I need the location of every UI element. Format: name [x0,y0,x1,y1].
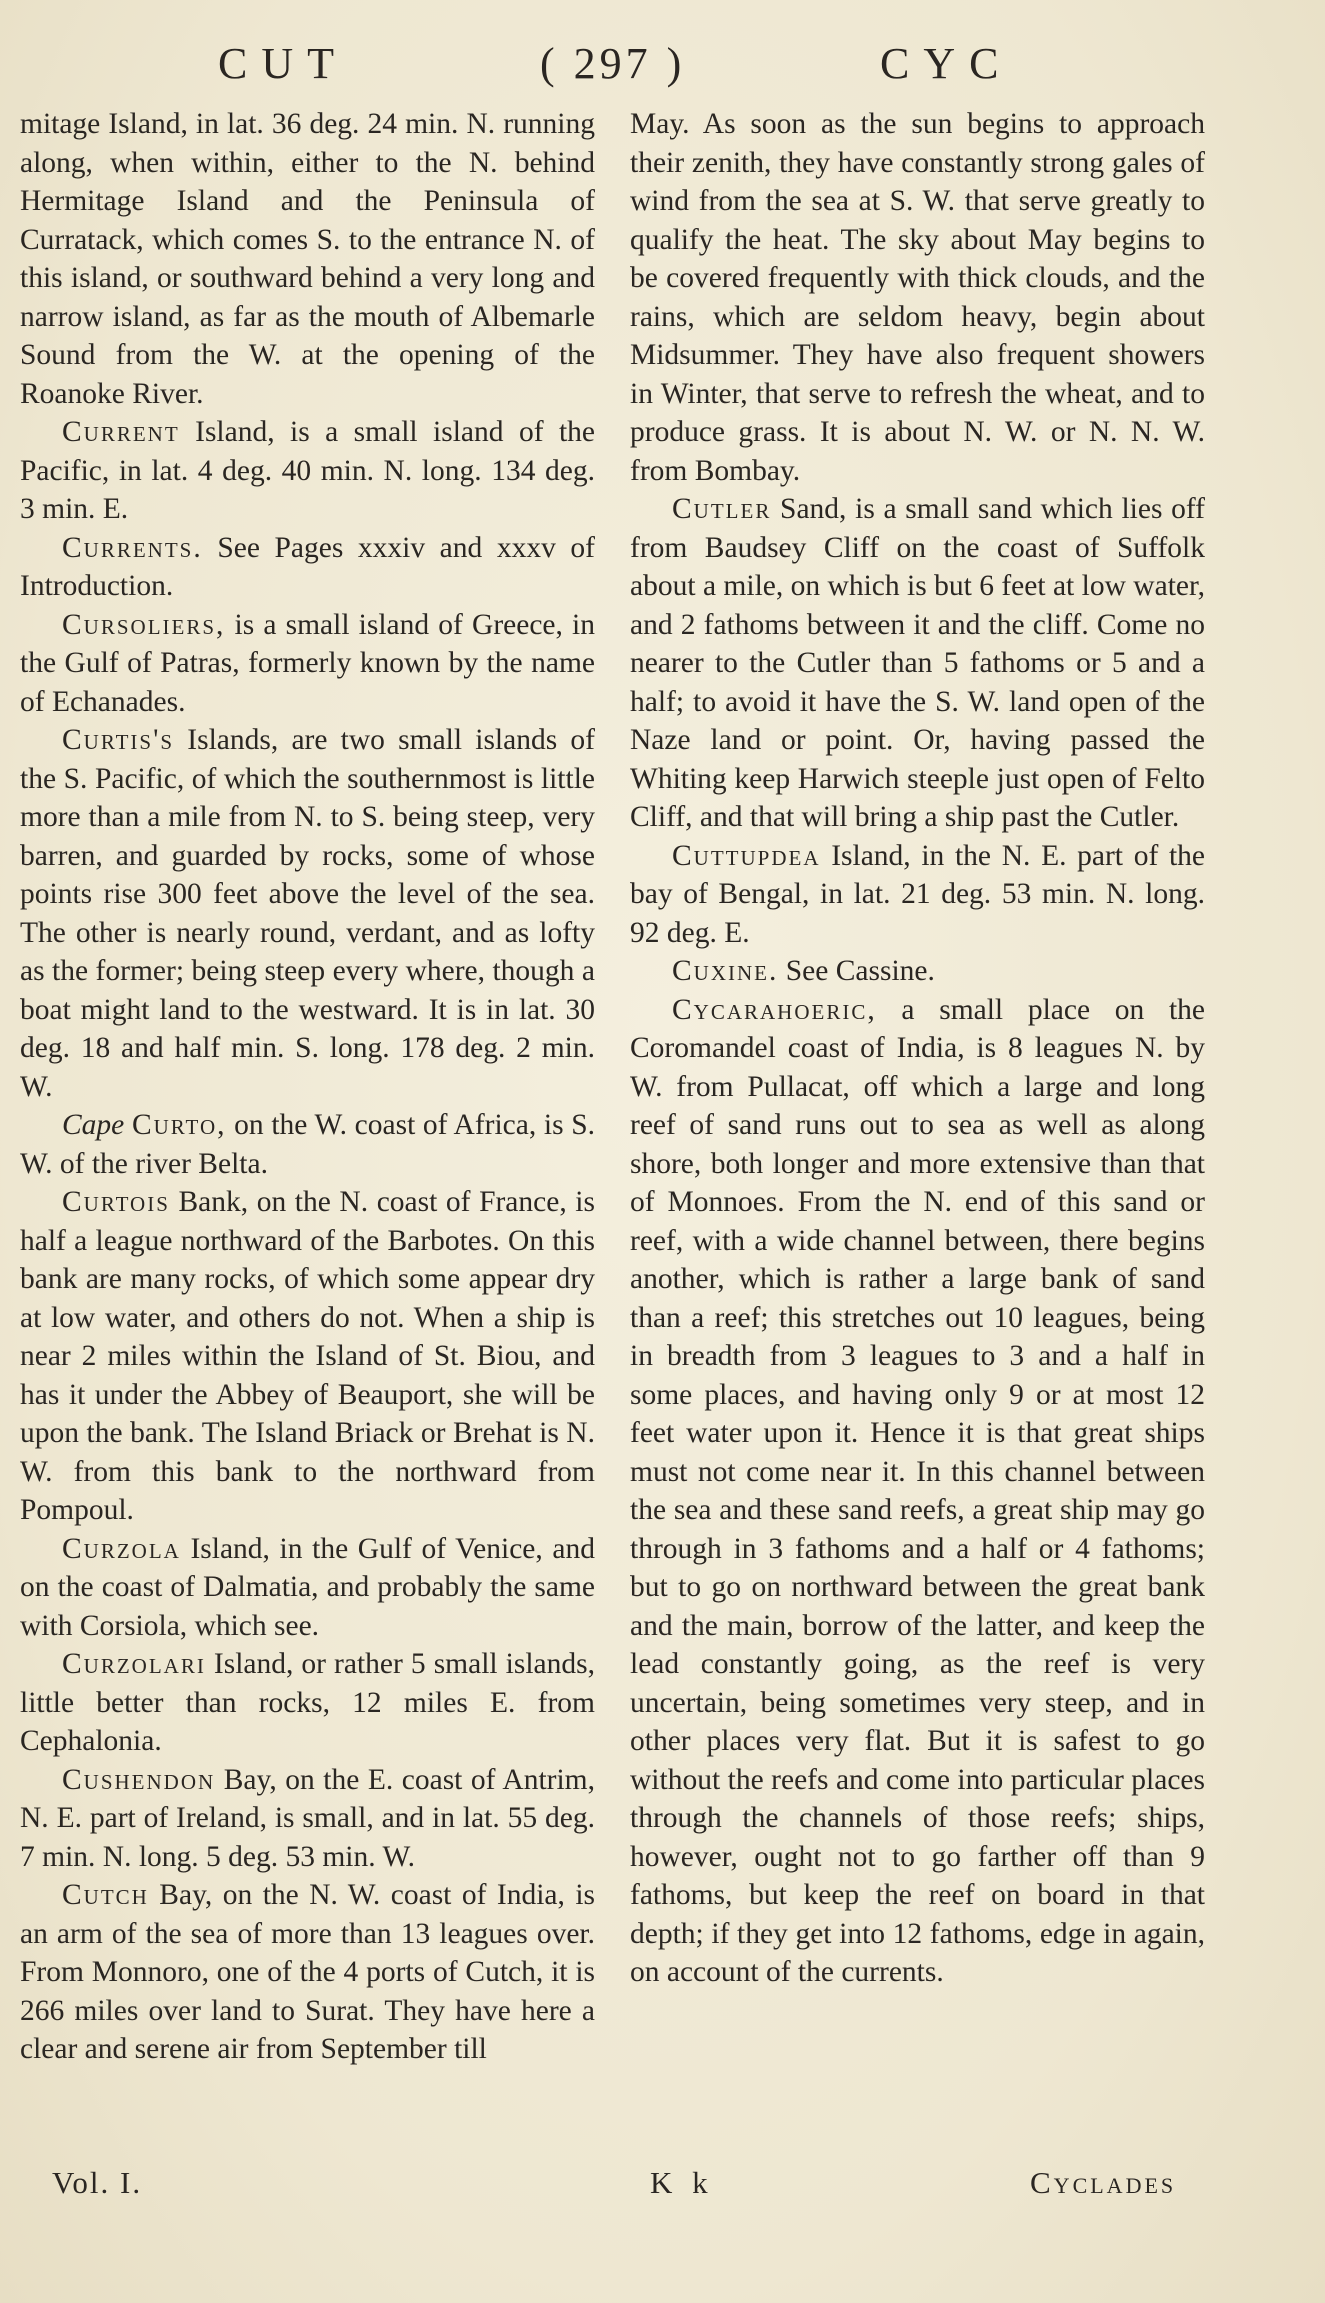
entry: Curtois Bank, on the N. coast of France, is half a league northward of the Barbotes. On this bank are many rocks, of which some appear dry at low water, and others do not. When a ship is near 2 miles within the Island of St. Biou, and has it under the Abbey of Beauport, she will be upon the bank. The Island Briack or Brehat is N. W. from this bank to the northward from Pompoul. [20,1186,595,1526]
page-number: ( 297 ) [540,39,686,88]
entry: Cuxine. See Cassine. [672,955,935,987]
entry: Currents. See Pages xxxiv and xxxv of Introduction. [20,531,595,602]
entry: May. As soon as the sun begins to approach their zenith, they have constantly strong gales of wind from the sea at S. W. that serve greatly to qualify the heat. The sky about May begins to be covered frequently with thick clouds, and the rains, which are seldom heavy, begin about Midsummer. They have also frequent showers in Winter, that serve to refresh the wheat, and to produce grass. It is about N. W. or N. N. W. from Bombay. [630,108,1205,487]
running-header [0,38,1325,98]
signature-mark: K k [650,2165,714,2200]
page-footer [0,2165,1325,2215]
entry: Cycarahoeric, a small place on the Coromandel coast of India, is 8 leagues N. by W. from Pullacat, off which a large and long reef of sand runs out to sea as well as along shore, both longer and more extensive than that of Monnoes. From the N. end of this sand or reef, with a wide channel between, there begins another, which is rather a large bank of sand than a reef; this stretches out 10 leagues, being in breadth from 3 leagues to 3 and a half in some places, and having only 9 or at most 12 feet water upon it. Hence it is that great ships must not come near it. In this channel between the sea and these sand reefs, a great ship may go through in 3 fathoms and a half or 4 fathoms; but to go on northward between the great bank and the main, borrow of the latter, and keep the lead constantly going, as the reef is very uncertain, being sometimes very steep, and in other places very flat. But it is safest to go without the reefs and come into particular places through the channels of those reefs; ships, however, ought not to go farther off than 9 fathoms, but keep the reef on board in that depth; if they get into 12 fathoms, edge in again, on account of the currents. [630,993,1205,1988]
entry: Cape Curto, on the W. coast of Africa, is S. W. of the river Belta. [20,1109,595,1180]
entry: Cuttupdea Island, in the N. E. part of the bay of Bengal, in lat. 21 deg. 53 min. N. long. 92 deg. E. [630,839,1205,949]
left-column [20,105,595,2069]
entry: Cushendon Bay, on the E. coast of Antrim, N. E. part of Ireland, is small, and in lat. 55 deg. 7 min. N. long. 5 deg. 53 min. W. [20,1763,595,1873]
entry: Curzola Island, in the Gulf of Venice, and on the coast of Dalmatia, and probably the same with Corsiola, which see. [20,1532,595,1642]
volume-label: Vol. I. [52,2165,143,2200]
entry: Cutler Sand, is a small sand which lies off from Baudsey Cliff on the coast of Suffolk about a mile, on which is but 6 feet at low water, and 2 fathoms between it and the cliff. Come no nearer to the Cutler than 5 fathoms or 5 and a half; to avoid it have the S. W. land open of the Naze land or point. Or, having passed the Whiting keep Harwich steeple just open of Felto Cliff, and that will bring a ship past the Cutler. [630,493,1205,833]
entry: Curtis's Islands, are two small islands of the S. Pacific, of which the southernmost is little more than a mile from N. to S. being steep, very barren, and guarded by rocks, some of whose points rise 300 feet above the level of the sea. The other is nearly round, verdant, and as lofty as the former; being steep every where, though a boat might land to the westward. It is in lat. 30 deg. 18 and half min. S. long. 178 deg. 2 min. W. [20,724,595,1103]
entry: Cursoliers, is a small island of Greece, in the Gulf of Patras, formerly known by the name of Echanades. [20,608,595,718]
entry: Current Island, is a small island of the Pacific, in lat. 4 deg. 40 min. N. long. 134 deg. 3 min. E. [20,416,595,525]
catchword: Cyclades [1030,2165,1177,2200]
entry: Cutch Bay, on the N. W. coast of India, is an arm of the sea of more than 13 leagues over. From Monnoro, one of the 4 ports of Cutch, it is 266 miles over land to Surat. They have here a clear and serene air from September till [20,1879,595,2065]
header-left: CUT [218,39,348,88]
entry: mitage Island, in lat. 36 deg. 24 min. N. running along, when within, either to the N. behind Hermitage Island and the Peninsula of Curratack, which comes S. to the entrance N. of this island, or southward behind a very long and narrow island, as far as the mouth of Albemarle Sound from the W. at the opening of the Roanoke River. [20,108,595,410]
entry: Curzolari Island, or rather 5 small islands, little better than rocks, 12 miles E. from Cephalonia. [20,1648,595,1757]
header-right: CYC [880,39,1013,88]
right-column [630,105,1205,1992]
